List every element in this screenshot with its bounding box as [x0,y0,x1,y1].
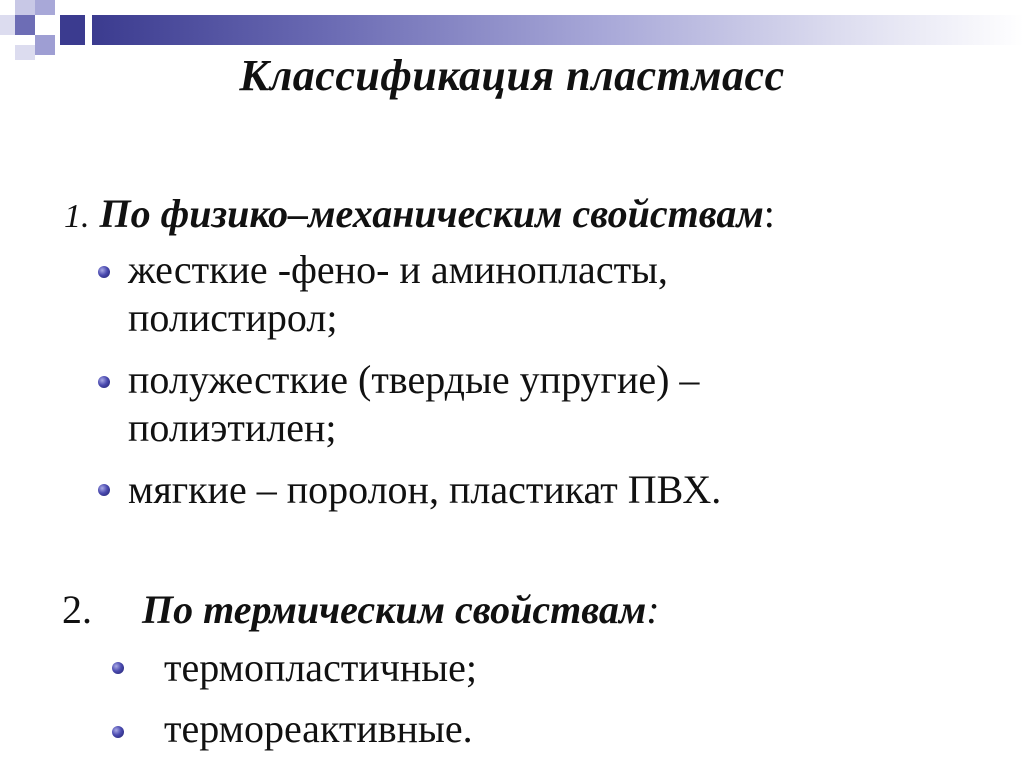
bullet-icon [98,266,110,278]
section-2-heading-line [62,586,660,634]
decor-square [15,15,35,35]
decor-gradient-bar [92,15,1024,45]
bullet-icon [98,484,110,496]
section-heading: По термическим свойствам [142,587,647,632]
section-number: 1. [64,198,90,235]
section-colon: : [646,587,660,632]
bullet-icon [112,726,124,738]
page-title: Классификация пластмасс [239,51,785,100]
list-item: жесткие -фено- и аминопласты, [128,247,668,292]
list-item: мягкие – поролон, пластикат ПВХ. [128,467,722,512]
list-item-continuation: полистирол; [128,295,338,340]
bullet-icon [98,376,110,388]
section-1-heading-line [64,190,775,241]
list-item: термореактивные. [164,706,473,751]
list-item: полужесткие (твердые упругие) – [128,357,700,402]
decor-square [35,0,55,15]
section-number: 2. [62,587,92,632]
section-colon: : [763,191,775,236]
decor-square [0,15,15,35]
list-item-continuation: полиэтилен; [128,405,337,450]
decor-square [60,15,85,45]
decor-square [15,0,35,15]
bullet-icon [112,662,124,674]
list-item: термопластичные; [164,645,477,690]
section-heading: По физико–механическим свойствам [99,191,764,236]
